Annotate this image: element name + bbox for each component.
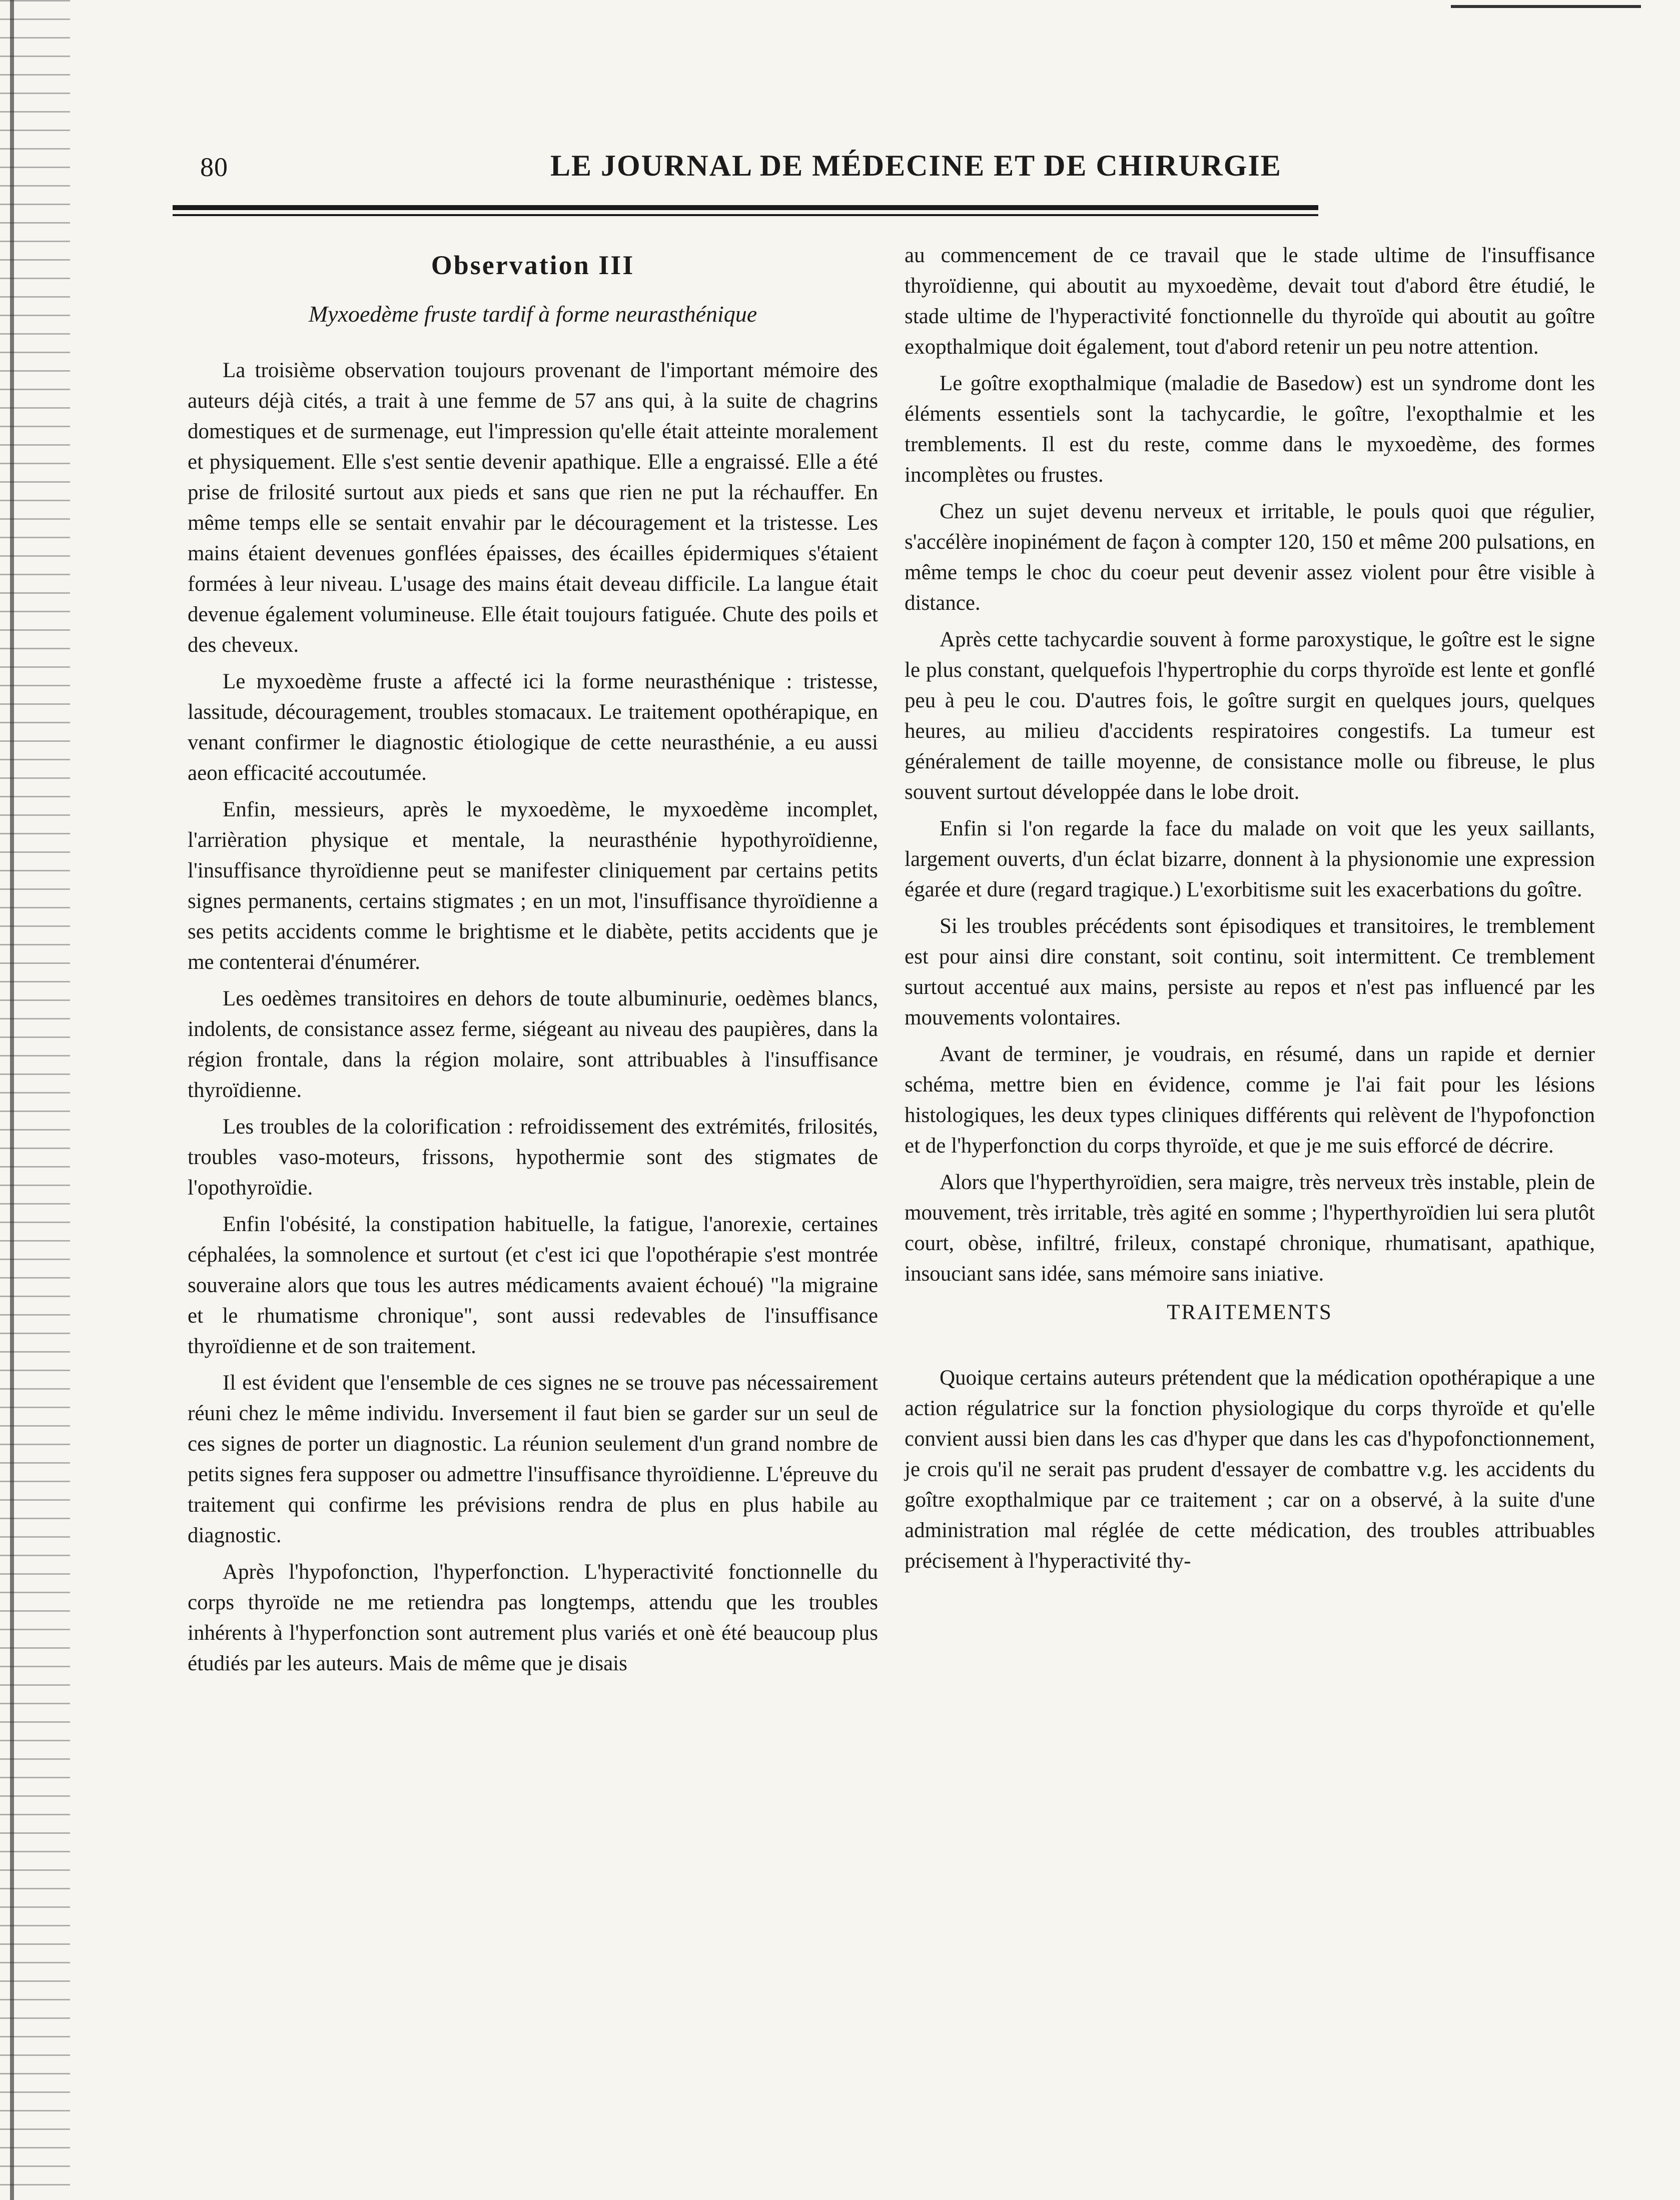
paragraph: Après cette tachycardie souvent à forme paroxystique, le goître est le signe le plus constant, quelquefois l'hypertrophie du corps thyroïde est lente et gonflé peu à peu le cou. D'autres fois, le goître surgit en quelques jours, quelques heures, au milieu d'accidents respiratoires congestifs. La tumeur est généralement de taille moyenne, de consistance molle ou fibreuse, le plus souvent surtout développée dans le lobe droit. — [905, 628, 1595, 804]
paragraph: Les oedèmes transitoires en dehors de toute albuminurie, oedèmes blancs, indolents, de consistance assez ferme, siégeant au niveau des paupières, dans la région frontale, dans la région molaire, sont attribuables à l'insuffisance thyroïdienne. — [188, 987, 878, 1102]
paragraph: Quoique certains auteurs prétendent que la médication opothérapique a une action régulatrice sur la fonction physiologique du corps thyroïde et qu'elle convient aussi bien dans les cas d'hyper que dans les cas d'hypofonctionnement, je crois qu'il ne serait pas prudent d'essayer de combattre v.g. les accidents du goître exopthalmique par ce traitement ; car on a observé, à la suite d'une administration mal réglée de cette médication, des troubles attribuables précisement à l'hyperactivité thy- — [905, 1366, 1595, 1573]
journal-title: LE JOURNAL DE MÉDECINE ET DE CHIRURGIE — [550, 149, 1282, 182]
observation-title: Observation III — [431, 250, 635, 280]
paragraph: Le myxoedème fruste a affecté ici la forme neurasthénique : tristesse, lassitude, découragement, troubles stomacaux. Le traitement opothérapique, en venant confirmer le diagnostic étiologique de cette neurasthénie, a eu aussi aeon efficacité accoutumée. — [188, 670, 878, 785]
page-binding-line — [10, 0, 14, 2200]
header-rule-thick — [173, 205, 1318, 210]
paragraph: au commencement de ce travail que le stade ultime de l'insuffisance thyroïdienne, qui aboutit au myxoedème, devait tout d'abord être étudié, le stade ultime de l'hyperactivité fonctionnelle du thyroïde qui aboutit au goître exopthalmique doit également, tout d'abord retenir un peu notre attention. — [905, 244, 1595, 359]
paragraph: Le goître exopthalmique (maladie de Basedow) est un syndrome dont les éléments essentiels sont la tachycardie, le goître, l'exopthalmie et les tremblements. Il est du reste, comme dans le myxoedème, des formes incomplètes ou frustes. — [905, 372, 1595, 487]
page-number: 80 — [200, 152, 228, 182]
page-header — [200, 143, 1321, 188]
paragraph: Alors que l'hyperthyroïdien, sera maigre, très nerveux très instable, plein de mouvement, très irritable, très agité en somme ; l'hyperthyroïdien lui sera plutôt court, obèse, infiltré, frileux, constapé chronique, rhumatisant, apathique, insouciant sans idée, sans mémoire sans iniative. — [905, 1171, 1595, 1286]
paragraph: Si les troubles précédents sont épisodiques et transitoires, le tremblement est pour ainsi dire constant, soit continu, soit intermittent. Ce tremblement surtout accentué aux mains, persiste au repos et n'est pas influencé par les mouvements volontaires. — [905, 914, 1595, 1029]
paragraph: Les troubles de la colorification : refroidissement des extrémités, frilosités, troubles vaso-moteurs, frissons, hypothermie sont des stigmates de l'opothyroïdie. — [188, 1115, 878, 1200]
paragraph: Il est évident que l'ensemble de ces signes ne se trouve pas nécessairement réuni chez le même individu. Inversement il faut bien se garder sur un seul de ces signes de porter un diagnostic. La réunion seulement d'un grand nombre de petits signes fera supposer ou admettre l'insuffisance thyroïdienne. L'épreuve du traitement qui confirme les prévisions rendra de plus en plus habile au diagnostic. — [188, 1371, 878, 1547]
paragraph: Enfin si l'on regarde la face du malade on voit que les yeux saillants, largement ouverts, d'un éclat bizarre, donnent à la physionomie une expression égarée et dure (regard tragique.) L'exorbitisme suit les exacerbations du goître. — [905, 817, 1595, 901]
paragraph: Avant de terminer, je voudrais, en résumé, dans un rapide et dernier schéma, mettre bien en évidence, comme je l'ai fait pour les lésions histologiques, les deux types cliniques différents qui relèvent de l'hypofonction et de l'hyperfonction du corps thyroïde, et que je me suis efforcé de décrire. — [905, 1042, 1595, 1158]
paragraph: Enfin, messieurs, après le myxoedème, le myxoedème incomplet, l'arrièration physique et mentale, la neurasthénie hypothyroïdienne, l'insuffisance thyroïdienne peut se manifester cliniquement par certains petits signes permanents, certains stigmates ; en un mot, l'insuffisance thyroïdienne a ses petits accidents comme le brightisme et le diabète, petits accidents que je me contenterai d'énumérer. — [188, 798, 878, 974]
paragraph: Enfin l'obésité, la constipation habituelle, la fatigue, l'anorexie, certaines céphalées, la somnolence et surtout (et c'est ici que l'opothérapie s'est montrée souveraine alors que tous les autres médicaments avaient échoué) "la migraine et le rhumatisme chronique", sont aussi redevables de l'insuffisance thyroïdienne et de son traitement. — [188, 1213, 878, 1358]
paragraph: Après l'hypofonction, l'hyperfonction. L'hyperactivité fonctionnelle du corps thyroïde ne me retiendra pas longtemps, attendu que les troubles inhérents à l'hyperfonction sont autrement plus variés et onè été beaucoup plus étudiés par les auteurs. Mais de même que je disais — [188, 1560, 878, 1675]
right-column — [905, 240, 1595, 1582]
top-edge-mark — [1451, 5, 1641, 8]
left-column — [188, 240, 878, 1685]
observation-subtitle: Myxoedème fruste tardif à forme neurasthénique — [308, 301, 757, 327]
paragraph: Chez un sujet devenu nerveux et irritable, le pouls quoi que régulier, s'accélère inopinément de façon à compter 120, 150 et même 200 pulsations, en même temps le choc du coeur peut devenir assez violent pour être visible à distance. — [905, 500, 1595, 615]
header-rule-thin — [173, 214, 1318, 216]
section-heading-traitements: TRAITEMENTS — [1167, 1301, 1333, 1324]
paragraph: La troisième observation toujours provenant de l'important mémoire des auteurs déjà cités, a trait à une femme de 57 ans qui, à la suite de chagrins domestiques et de surmenage, eut l'impression qu'elle était atteinte moralement et physiquement. Elle s'est sentie devenir apathique. Elle a engraissé. Elle a été prise de frilosité surtout aux pieds et sans que rien ne put la réchauffer. En même temps elle se sentait envahir par le découragement et la tristesse. Les mains étaient devenues gonflées épaisses, des écailles épidermiques s'étaient formées à leur niveau. L'usage des mains était deveau difficile. La langue était devenue également volumineuse. Elle était toujours fatiguée. Chute des poils et des cheveux. — [188, 359, 878, 657]
